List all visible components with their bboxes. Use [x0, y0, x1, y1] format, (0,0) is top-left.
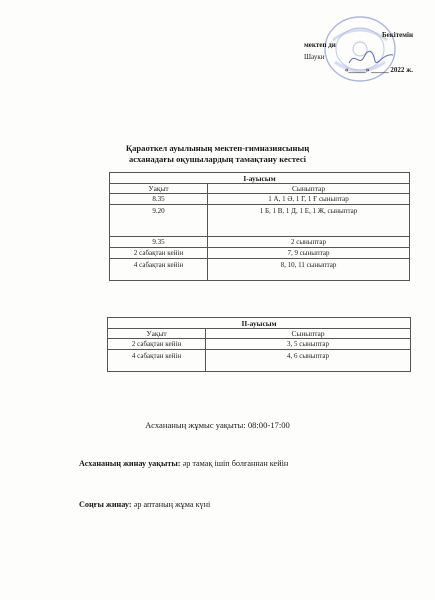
- row-time: 9.20: [110, 205, 208, 237]
- row-time: 2 сабақтан кейін: [110, 248, 208, 259]
- table-row: [110, 259, 410, 281]
- final-cleaning: [79, 500, 210, 509]
- row-classes: 4, 6 сыныптар: [206, 350, 411, 372]
- cleaning-label: Асхананың жинау уақыты:: [79, 459, 181, 468]
- approval-date: «_____» _____ 2022 ж.: [344, 66, 413, 74]
- table-row: [108, 350, 411, 372]
- row-classes: 1 Б, 1 В, 1 Д, 1 Е, 1 Ж, сыныптар: [208, 205, 410, 237]
- table-row: [108, 339, 411, 350]
- row-classes: 7, 9 сыныптар: [208, 248, 410, 259]
- table-row: [110, 205, 410, 237]
- table-row: [110, 248, 410, 259]
- row-time: 2 сабақтан кейін: [108, 339, 206, 350]
- shift-1-title: І-ауысым: [110, 173, 410, 184]
- row-classes: 8, 10, 11 сыныптар: [208, 259, 410, 281]
- shift-2-table: [107, 317, 411, 372]
- final-cleaning-label: Соңғы жинау:: [79, 500, 132, 509]
- column-header-classes: Сыныптар: [208, 184, 410, 194]
- approval-director: мектеп ди: [304, 41, 336, 49]
- column-header-time: Уақыт: [108, 329, 206, 339]
- row-time: 9.35: [110, 237, 208, 248]
- row-time: 4 сабақтан кейін: [108, 350, 206, 372]
- document-title: [0, 143, 435, 165]
- column-header-classes: Сыныптар: [206, 329, 411, 339]
- cleaning-time: [79, 459, 288, 468]
- row-classes: 3, 5 сыныптар: [206, 339, 411, 350]
- table-row: [110, 194, 410, 205]
- final-cleaning-value: әр аптаның жұма күні: [131, 500, 211, 509]
- row-time: 4 сабақтан кейін: [110, 259, 208, 281]
- work-hours-label: Асхананың жұмыс уақыты: [145, 420, 244, 430]
- column-header-time: Уақыт: [110, 184, 208, 194]
- approval-heading: Бекітемін: [381, 31, 413, 39]
- shift-1-table: [109, 172, 410, 281]
- work-hours-value: : 08:00-17:00: [243, 420, 290, 430]
- shift-2-title: ІІ-ауысым: [108, 318, 411, 329]
- approval-name: Шауки: [304, 53, 325, 61]
- title-line-1: Қараоткел ауылының мектеп-гимназиясының: [125, 143, 310, 153]
- row-classes: 1 А, 1 Ә, 1 Г, 1 Ғ сыныптар: [208, 194, 410, 205]
- row-classes: 2 сыныптар: [208, 237, 410, 248]
- cleaning-value: әр тамақ ішіп болғаннан кейін: [180, 459, 289, 468]
- row-time: 8.35: [110, 194, 208, 205]
- table-row: [110, 237, 410, 248]
- approval-block: [288, 30, 413, 75]
- work-hours: [0, 420, 435, 430]
- title-line-2: асханадағы оқушылардың тамақтану кестесі: [128, 154, 307, 164]
